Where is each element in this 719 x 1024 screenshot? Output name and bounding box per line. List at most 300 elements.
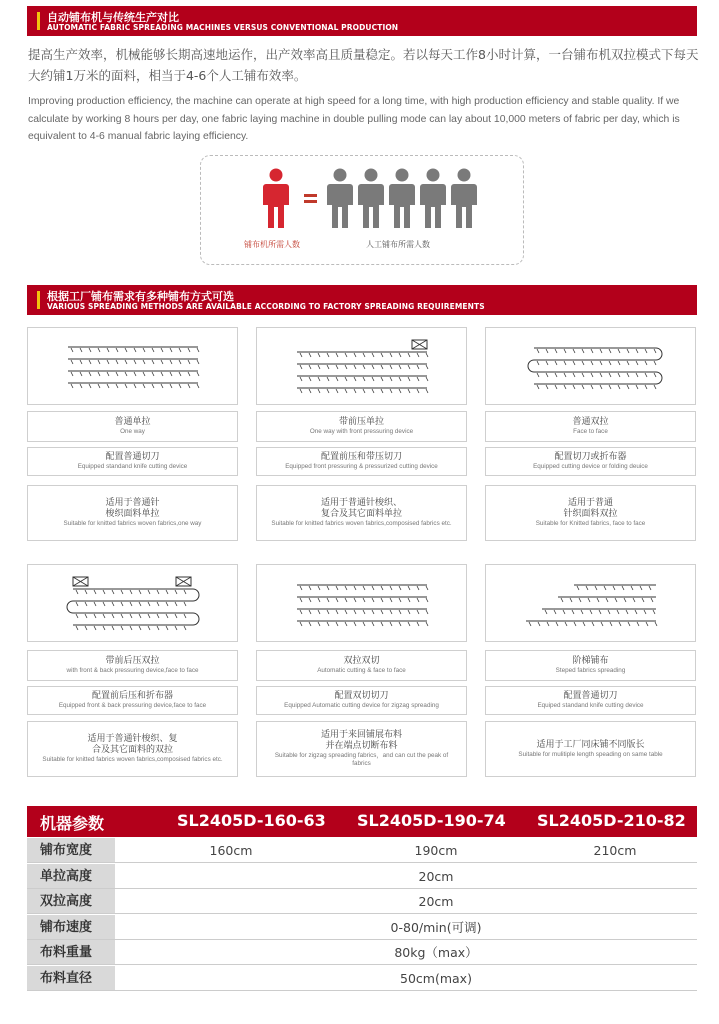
fabric-tick — [103, 614, 105, 618]
fabric-tick — [318, 610, 320, 614]
fabric-tick — [121, 602, 123, 606]
fabric-tick — [609, 373, 611, 377]
method-text-cn: 配置前压和带压切刀 — [320, 452, 402, 462]
fabric-tick — [166, 602, 168, 606]
method-text-cn: 适用于普通针 梭织面料单拉 — [105, 498, 160, 519]
spec-value: 190cm — [414, 843, 458, 858]
fabric-tick — [116, 348, 118, 352]
fabric-tick — [94, 626, 96, 630]
fabric-tick — [390, 365, 392, 369]
method-suitability-cell — [256, 485, 467, 541]
method-device-cell — [485, 686, 696, 715]
fabric-tick — [152, 384, 154, 388]
fabric-tick — [318, 377, 320, 381]
fabric-tick — [573, 361, 575, 365]
fabric-tick — [426, 586, 428, 590]
fabric-tick — [179, 348, 181, 352]
fabric-tick — [76, 590, 78, 594]
method-name-cell — [27, 650, 238, 681]
fabric-tick — [609, 349, 611, 353]
method-text-cn: 阶梯铺布 — [572, 656, 609, 666]
fabric-tick — [618, 385, 620, 389]
fabric-tick — [372, 389, 374, 393]
fabric-tick — [98, 348, 100, 352]
fabric-tick — [649, 586, 651, 590]
fabric-tick — [582, 361, 584, 365]
efficiency-comparison-box — [200, 155, 524, 265]
fabric-tick — [336, 377, 338, 381]
fabric-tick — [613, 586, 615, 590]
fabric-tick — [645, 373, 647, 377]
fabric-tick — [300, 377, 302, 381]
fabric-tick — [618, 373, 620, 377]
fabric-tick — [627, 373, 629, 377]
fabric-tick — [622, 586, 624, 590]
fabric-tick — [89, 348, 91, 352]
method-text-en: Equipped Automatic cutting device for zigzag spreading — [284, 702, 439, 709]
method-text-cn: 配置普通切刀 — [105, 452, 160, 462]
intro-text-cn: 提高生产效率，机械能够长期高速地运作，出产效率高且质量稳定。若以每天工作8小时计算，一台铺布机双拉模式下每天大约铺1万米的面料，相当于4-6个人工铺布效率。 — [28, 47, 699, 83]
fabric-tick — [130, 614, 132, 618]
fabric-tick — [134, 384, 136, 388]
fabric-fold — [193, 589, 199, 601]
fabric-tick — [600, 361, 602, 365]
fabric-tick — [166, 614, 168, 618]
fabric-tick — [121, 614, 123, 618]
fabric-tick — [345, 622, 347, 626]
fabric-tick — [579, 598, 581, 602]
spreading-method-diagram — [485, 327, 696, 405]
fabric-tick — [179, 372, 181, 376]
fabric-tick — [564, 349, 566, 353]
fabric-tick — [591, 349, 593, 353]
method-suitability-cell — [485, 485, 696, 541]
fabric-tick — [85, 614, 87, 618]
fabric-fold — [528, 360, 534, 372]
intro-text-en: Improving production efficiency, the machine can operate at high speed for a long time, with high production efficiency and stable quality. If we calculate by working 8 hours per day, one fabric laying machine in double pulling mode can lay about 10,000 meters of fabric per day, which is equivalent to 4-6 manual fabric laying efficiency. — [28, 96, 680, 142]
section-title-cn: 自动铺布机与传统生产对比 — [47, 11, 179, 24]
spec-value: 210cm — [593, 843, 637, 858]
fabric-tick — [94, 602, 96, 606]
method-device-cell — [485, 447, 696, 476]
method-text-cn: 带前后压双拉 — [105, 656, 160, 666]
method-name-cell — [485, 650, 696, 681]
spec-value: 50cm(max) — [400, 970, 472, 986]
method-name-cell — [256, 411, 467, 442]
fabric-tick — [372, 610, 374, 614]
spec-row — [27, 864, 697, 889]
fabric-tick — [188, 360, 190, 364]
method-text-en: Equipped cutting device or folding deuice — [533, 463, 648, 470]
fabric-tick — [94, 614, 96, 618]
fabric-tick — [116, 360, 118, 364]
fabric-tick — [345, 610, 347, 614]
fabric-tick — [381, 610, 383, 614]
specs-header-row — [27, 806, 697, 837]
fabric-tick — [318, 598, 320, 602]
fabric-tick — [134, 360, 136, 364]
fabric-tick — [116, 372, 118, 376]
equals-sign — [304, 194, 317, 203]
spreading-method-diagram — [485, 564, 696, 642]
fabric-tick — [426, 622, 428, 626]
fabric-tick — [103, 590, 105, 594]
fabric-tick — [654, 373, 656, 377]
fabric-tick — [139, 626, 141, 630]
fabric-tick — [588, 598, 590, 602]
fabric-tick — [399, 353, 401, 357]
fabric-tick — [166, 626, 168, 630]
fabric-tick — [601, 622, 603, 626]
fabric-tick — [597, 598, 599, 602]
fabric-tick — [71, 372, 73, 376]
fabric-tick — [555, 385, 557, 389]
fabric-tick — [572, 610, 574, 614]
fabric-tick — [112, 614, 114, 618]
method-text-cn: 双拉双切 — [343, 656, 380, 666]
fabric-tick — [390, 586, 392, 590]
model-160-header: SL2405D-160-63 — [177, 811, 326, 830]
spreading-method-diagram — [27, 564, 238, 642]
fabric-tick — [654, 361, 656, 365]
fabric-tick — [309, 586, 311, 590]
fabric-tick — [175, 626, 177, 630]
fabric-tick — [336, 622, 338, 626]
spreading-method-diagram — [256, 327, 467, 405]
spec-value: 160cm — [209, 843, 253, 858]
fabric-tick — [637, 622, 639, 626]
machine-workers-label: 铺布机所需人数 — [244, 240, 300, 249]
fabric-tick — [184, 590, 186, 594]
fabric-tick — [609, 361, 611, 365]
fabric-tick — [170, 384, 172, 388]
fabric-tick — [327, 622, 329, 626]
fabric-fold — [656, 348, 662, 360]
fabric-tick — [381, 586, 383, 590]
fabric-tick — [309, 353, 311, 357]
fabric-tick — [399, 389, 401, 393]
fabric-fold — [67, 601, 73, 613]
fabric-tick — [563, 610, 565, 614]
fabric-tick — [76, 614, 78, 618]
pressure-device-icon — [176, 577, 191, 586]
fabric-tick — [85, 590, 87, 594]
spec-label: 铺布宽度 — [27, 838, 115, 863]
one-way-diagram — [28, 328, 238, 405]
fabric-tick — [121, 626, 123, 630]
method-text-cn: 普通双拉 — [572, 417, 609, 427]
fabric-tick — [363, 586, 365, 590]
fabric-tick — [327, 610, 329, 614]
fabric-tick — [107, 384, 109, 388]
fabric-tick — [619, 622, 621, 626]
fabric-tick — [595, 586, 597, 590]
fabric-tick — [555, 373, 557, 377]
fabric-tick — [381, 353, 383, 357]
section-header-methods — [27, 285, 697, 315]
fabric-tick — [636, 373, 638, 377]
fabric-tick — [107, 372, 109, 376]
fabric-tick — [76, 626, 78, 630]
fabric-tick — [161, 360, 163, 364]
method-text-en: Suitable for knitted fabrics woven fabrics,one way — [63, 520, 202, 527]
fabric-tick — [354, 610, 356, 614]
fabric-tick — [71, 384, 73, 388]
spec-label: 布料直径 — [27, 966, 115, 991]
fabric-tick — [591, 385, 593, 389]
fabric-tick — [564, 385, 566, 389]
method-suitability-cell — [485, 721, 696, 777]
method-device-cell — [256, 447, 467, 476]
fabric-tick — [184, 602, 186, 606]
pressure-device-icon — [73, 577, 88, 586]
fabric-tick — [573, 349, 575, 353]
method-text-cn: 适用于来回铺展布料 并在端点切断布料 — [320, 730, 402, 751]
row-divider — [27, 990, 697, 991]
fabric-tick — [300, 365, 302, 369]
method-text-en: One way with front pressuring device — [309, 428, 414, 435]
fabric-tick — [112, 602, 114, 606]
face-to-face-press-diagram — [28, 565, 238, 642]
fabric-tick — [143, 360, 145, 364]
manual-worker-person-icon — [387, 168, 417, 230]
fabric-tick — [157, 602, 159, 606]
fabric-tick — [631, 586, 633, 590]
fabric-tick — [581, 610, 583, 614]
fabric-tick — [604, 586, 606, 590]
fabric-tick — [179, 384, 181, 388]
fabric-tick — [85, 602, 87, 606]
fabric-tick — [554, 610, 556, 614]
fabric-tick — [626, 610, 628, 614]
fabric-tick — [408, 353, 410, 357]
fabric-tick — [645, 361, 647, 365]
fabric-tick — [336, 598, 338, 602]
fabric-tick — [148, 614, 150, 618]
fabric-tick — [161, 372, 163, 376]
fabric-tick — [327, 353, 329, 357]
fabric-tick — [148, 590, 150, 594]
fabric-tick — [426, 598, 428, 602]
fabric-tick — [318, 353, 320, 357]
spec-value: 80kg（max） — [394, 945, 478, 960]
fabric-tick — [546, 385, 548, 389]
fabric-tick — [417, 622, 419, 626]
method-text-en: Suitable for zigzag spreading fabrics，and can cut the peak of fabrics — [274, 752, 449, 767]
fabric-tick — [390, 622, 392, 626]
fabric-tick — [336, 389, 338, 393]
fabric-tick — [197, 348, 199, 352]
fabric-tick — [103, 626, 105, 630]
fabric-tick — [635, 610, 637, 614]
fabric-tick — [390, 598, 392, 602]
fabric-tick — [545, 610, 547, 614]
fabric-tick — [627, 349, 629, 353]
fabric-tick — [336, 610, 338, 614]
fabric-tick — [125, 384, 127, 388]
fabric-tick — [309, 610, 311, 614]
fabric-tick — [417, 353, 419, 357]
spec-value: 20cm — [418, 894, 454, 909]
fabric-tick — [80, 372, 82, 376]
fabric-tick — [318, 389, 320, 393]
fabric-tick — [363, 622, 365, 626]
fabric-tick — [570, 598, 572, 602]
method-name-cell — [485, 411, 696, 442]
fabric-tick — [345, 389, 347, 393]
fabric-tick — [309, 598, 311, 602]
fabric-tick — [148, 602, 150, 606]
fabric-tick — [318, 622, 320, 626]
fabric-tick — [188, 348, 190, 352]
fabric-tick — [80, 360, 82, 364]
fabric-tick — [80, 348, 82, 352]
header-accent — [37, 12, 40, 30]
fabric-tick — [372, 365, 374, 369]
fabric-tick — [170, 348, 172, 352]
fabric-tick — [85, 626, 87, 630]
fabric-tick — [188, 372, 190, 376]
manual-worker-person-icon — [449, 168, 479, 230]
fabric-tick — [408, 389, 410, 393]
fabric-tick — [318, 586, 320, 590]
fabric-tick — [583, 622, 585, 626]
fabric-tick — [624, 598, 626, 602]
method-text-cn: 配置前后压和折布器 — [91, 691, 173, 701]
fabric-tick — [345, 586, 347, 590]
fabric-tick — [98, 360, 100, 364]
fabric-tick — [381, 377, 383, 381]
spec-row — [27, 838, 697, 863]
fabric-tick — [654, 349, 656, 353]
fabric-tick — [372, 598, 374, 602]
fabric-tick — [555, 361, 557, 365]
method-text-cn: 配置切刀或折布器 — [554, 452, 627, 462]
fabric-tick — [300, 353, 302, 357]
fabric-tick — [655, 622, 657, 626]
fabric-tick — [628, 622, 630, 626]
section-title-cn: 根据工厂铺布需求有多种铺布方式可选 — [47, 290, 234, 303]
manual-worker-person-icon — [325, 168, 355, 230]
fabric-tick — [134, 372, 136, 376]
fabric-tick — [599, 610, 601, 614]
fabric-tick — [76, 602, 78, 606]
fabric-tick — [125, 348, 127, 352]
fabric-tick — [336, 353, 338, 357]
fabric-tick — [363, 365, 365, 369]
fabric-tick — [426, 365, 428, 369]
fabric-tick — [345, 377, 347, 381]
model-190-header: SL2405D-190-74 — [357, 811, 506, 830]
model-210-header: SL2405D-210-82 — [537, 811, 686, 830]
fabric-tick — [573, 385, 575, 389]
fabric-tick — [565, 622, 567, 626]
fabric-tick — [417, 377, 419, 381]
fabric-tick — [582, 373, 584, 377]
fabric-tick — [417, 365, 419, 369]
fabric-tick — [354, 353, 356, 357]
fabric-tick — [645, 385, 647, 389]
spec-label: 铺布速度 — [27, 915, 115, 940]
fabric-tick — [300, 610, 302, 614]
fabric-tick — [103, 602, 105, 606]
fabric-tick — [399, 622, 401, 626]
fabric-tick — [80, 384, 82, 388]
method-device-cell — [256, 686, 467, 715]
fabric-tick — [633, 598, 635, 602]
manual-workers-label: 人工铺布所需人数 — [366, 240, 430, 249]
fabric-tick — [381, 622, 383, 626]
method-text-en: Equipped front pressuring & pressurized cutting device — [285, 463, 438, 470]
method-text-en: Automatic cutting & face to face — [317, 667, 406, 674]
fabric-tick — [327, 377, 329, 381]
fabric-tick — [651, 598, 653, 602]
fabric-tick — [157, 590, 159, 594]
fabric-tick — [363, 389, 365, 393]
fabric-tick — [426, 610, 428, 614]
stepped-diagram — [486, 565, 696, 642]
fabric-tick — [608, 610, 610, 614]
fabric-tick — [644, 610, 646, 614]
fabric-tick — [537, 373, 539, 377]
fabric-tick — [417, 598, 419, 602]
fabric-tick — [121, 590, 123, 594]
fabric-tick — [617, 610, 619, 614]
fabric-tick — [654, 385, 656, 389]
fabric-tick — [188, 384, 190, 388]
fabric-tick — [89, 372, 91, 376]
method-text-cn: 配置普通切刀 — [563, 691, 618, 701]
fabric-tick — [561, 598, 563, 602]
specs-header-label: 机器参数 — [40, 814, 105, 833]
method-suitability-cell — [256, 721, 467, 777]
fabric-tick — [381, 389, 383, 393]
fabric-tick — [636, 385, 638, 389]
fabric-tick — [98, 384, 100, 388]
fabric-tick — [546, 361, 548, 365]
method-text-cn: 适用于普通针梭织、 复合及其它面料单拉 — [320, 498, 402, 519]
fabric-tick — [636, 349, 638, 353]
fabric-tick — [417, 586, 419, 590]
fabric-tick — [336, 586, 338, 590]
fabric-tick — [197, 360, 199, 364]
fabric-tick — [300, 586, 302, 590]
fabric-tick — [408, 365, 410, 369]
fabric-tick — [372, 377, 374, 381]
method-text-cn: 普通单拉 — [114, 417, 151, 427]
fabric-tick — [354, 389, 356, 393]
spec-row — [27, 940, 697, 965]
fabric-tick — [309, 389, 311, 393]
fabric-tick — [107, 348, 109, 352]
fabric-tick — [345, 353, 347, 357]
fabric-tick — [152, 348, 154, 352]
fabric-tick — [417, 389, 419, 393]
section-title-en: AUTOMATIC FABRIC SPREADING MACHINES VERSUS CONVENTIONAL PRODUCTION — [47, 23, 399, 32]
fabric-tick — [600, 373, 602, 377]
fabric-fold — [193, 613, 199, 625]
method-text-en: Equipped front & back pressuring device,face to face — [58, 702, 207, 709]
fabric-tick — [640, 586, 642, 590]
method-name-cell — [27, 411, 238, 442]
fabric-tick — [71, 360, 73, 364]
spec-label: 双拉高度 — [27, 889, 115, 914]
fabric-tick — [390, 389, 392, 393]
fabric-tick — [591, 373, 593, 377]
fabric-tick — [646, 622, 648, 626]
method-device-cell — [27, 447, 238, 476]
fabric-tick — [618, 361, 620, 365]
